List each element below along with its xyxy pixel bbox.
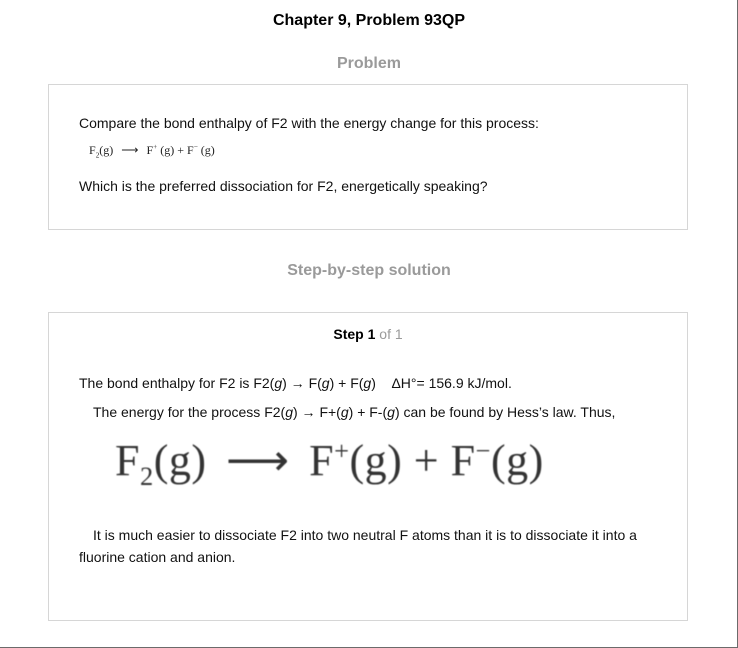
problem-heading: Problem: [336, 55, 401, 72]
eq-product2: F: [187, 143, 194, 157]
problem-question: Which is the preferred dissociation for F2, energetically speaking?: [79, 178, 488, 194]
solution-para-3-line2: fluorine cation and anion.: [79, 549, 236, 565]
step-word: Step: [333, 326, 364, 342]
problem-equation: [89, 143, 215, 159]
solution-heading: Step-by-step solution: [287, 262, 451, 279]
step-number: 1: [367, 326, 376, 342]
eq-reactant-state: (g): [99, 143, 114, 157]
problem-card: [48, 84, 688, 230]
step-label: [49, 326, 687, 342]
solution-equation: $F_2(g)$ ⟶ F+(g) + F−(g): [115, 435, 544, 491]
eq-product2-state: (g): [200, 143, 215, 157]
eq-arrow: ⟶: [121, 143, 139, 157]
step-of: of 1: [379, 326, 403, 342]
solution-para-2: The energy for the process F2(g) → F+(g) + F-(g) can be found by Hess’s law. Thus,: [93, 404, 616, 420]
eq-product1: F: [146, 143, 154, 157]
eq-reactant-sub: 2: [95, 151, 100, 160]
eq-product1-state: (g): [160, 143, 175, 157]
eq-product2-sup: −: [193, 143, 198, 151]
solution-card: [48, 312, 688, 621]
eq-product1-sup: +: [153, 143, 158, 151]
page-title: Chapter 9, Problem 93QP: [272, 12, 466, 29]
problem-text: Compare the bond enthalpy of F2 with the energy change for this process:: [79, 115, 539, 131]
solution-para-1: The bond enthalpy for F2 is F2(g) → F(g) + F(g) ΔH°= 156.9 kJ/mol.: [79, 375, 512, 391]
solution-para-3-line1: It is much easier to dissociate F2 into two neutral F atoms than it is to dissociate it into a: [93, 527, 637, 543]
eq-reactant: F: [89, 143, 96, 157]
eq-plus: +: [177, 143, 185, 157]
